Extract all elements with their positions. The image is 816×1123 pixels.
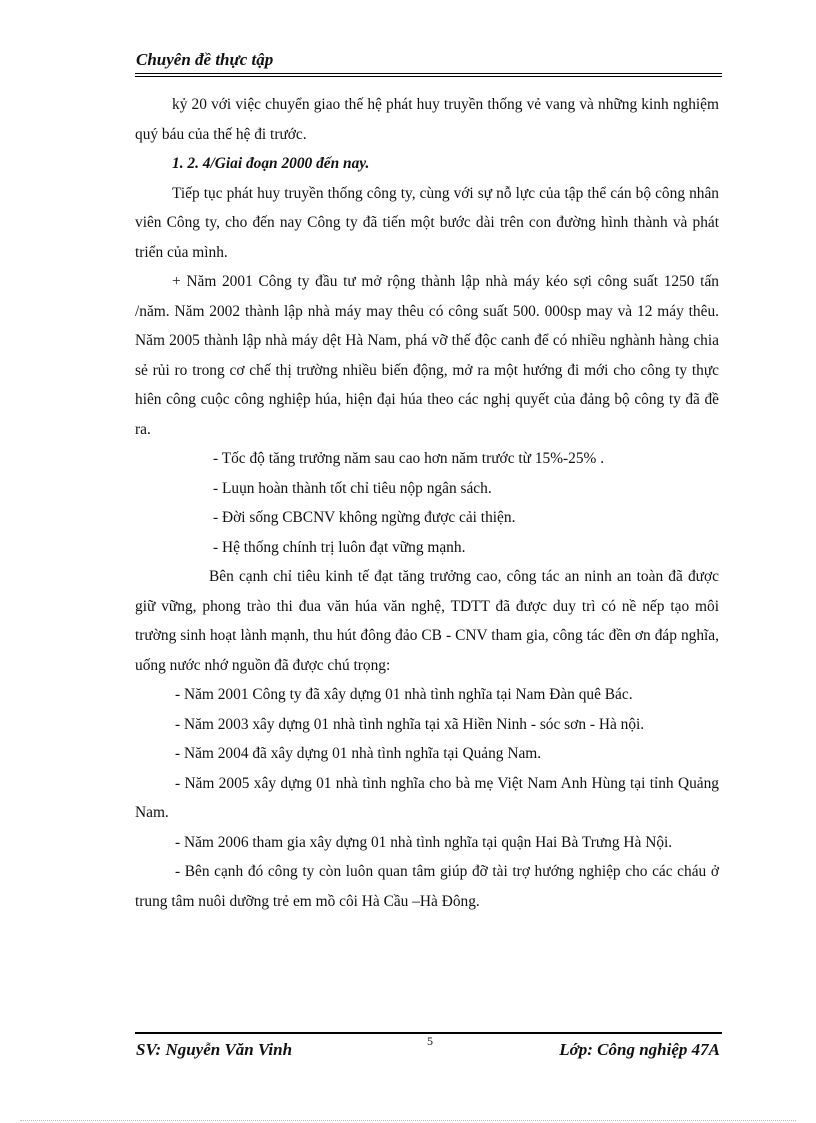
paragraph: kỷ 20 với việc chuyển giao thế hệ phát huy truyền thống vẻ vang và những kinh nghiệm quý báu của thế hệ đi trước. — [135, 96, 719, 143]
paragraph: + Năm 2001 Công ty đầu tư mở rộng thành lập nhà máy kéo sợi công suất 1250 tấn /năm. Năm 2002 thành lập nhà máy may thêu có công suất 500. 000sp may và 12 máy thêu. Năm 2005 thành lập nhà máy dệt Hà Nam, phá vỡ thế độc canh để có nhiều nghành hàng chia sẻ rủi ro trong cơ chế thị trường nhiều biến động, mở ra một hướng đi mới cho công ty thực hiên công cuộc công nghiệp húa, hiện đại húa theo các nghị quyết của đảng bộ công ty đã đề ra. — [135, 273, 719, 438]
page-header-title: Chuyên đề thực tập — [136, 50, 274, 69]
page-edge-divider — [20, 1120, 796, 1121]
list-item: - Bên cạnh đó công ty còn luôn quan tâm giúp đỡ tài trợ hướng nghiệp cho các cháu ở trung tâm nuôi dưỡng trẻ em mồ côi Hà Cầu –Hà Đông. — [135, 863, 719, 910]
list-item: - Năm 2006 tham gia xây dựng 01 nhà tình nghĩa tại quận Hai Bà Trưng Hà Nội. — [175, 833, 673, 851]
paragraph: Tiếp tục phát huy truyền thống công ty, cùng với sự nỗ lực của tập thể cán bộ công nhân viên Công ty, cho đến nay Công ty đã tiến một bước dài trên con đường hình thành và phát triển của mình. — [135, 184, 719, 261]
document-body — [135, 90, 719, 916]
paragraph: Bên cạnh chỉ tiêu kinh tế đạt tăng trưởng cao, công tác an ninh an toàn đã được giữ vững, phong trào thi đua văn húa văn nghệ, TDTT đã được duy trì có nề nếp tạo môi trường sinh hoạt lành mạnh, thu hút đông đảo CB - CNV tham gia, công tác đền ơn đáp nghĩa, uống nước nhớ nguồn đã được chú trọng: — [135, 568, 719, 674]
page-number: 5 — [427, 1034, 433, 1048]
bullet-item: - Luụn hoàn thành tốt chỉ tiêu nộp ngân sách. — [213, 479, 492, 497]
footer-student: SV: Nguyễn Văn Vinh — [136, 1040, 293, 1059]
list-item: - Năm 2004 đã xây dựng 01 nhà tình nghĩa tại Quảng Nam. — [175, 745, 542, 762]
list-item: - Năm 2003 xây dựng 01 nhà tình nghĩa tại xã Hiền Ninh - sóc sơn - Hà nội. — [175, 715, 645, 733]
bullet-item: - Đời sống CBCNV không ngừng được cải thiện. — [213, 509, 516, 526]
list-item: - Năm 2005 xây dựng 01 nhà tình nghĩa cho bà mẹ Việt Nam Anh Hùng tại tỉnh Quảng Nam. — [135, 774, 719, 821]
list-item: - Năm 2001 Công ty đã xây dựng 01 nhà tình nghĩa tại Nam Đàn quê Bác. — [175, 686, 633, 703]
bullet-item: - Hệ thống chính trị luôn đạt vững mạnh. — [213, 538, 466, 556]
bullet-item: - Tốc độ tăng trưởng năm sau cao hơn năm trước từ 15%-25% . — [213, 450, 605, 467]
section-subheading: 1. 2. 4/Giai đoạn 2000 đến nay. — [172, 155, 370, 172]
footer-class: Lớp: Công nghiệp 47A — [559, 1040, 720, 1059]
header-rule — [135, 73, 722, 77]
